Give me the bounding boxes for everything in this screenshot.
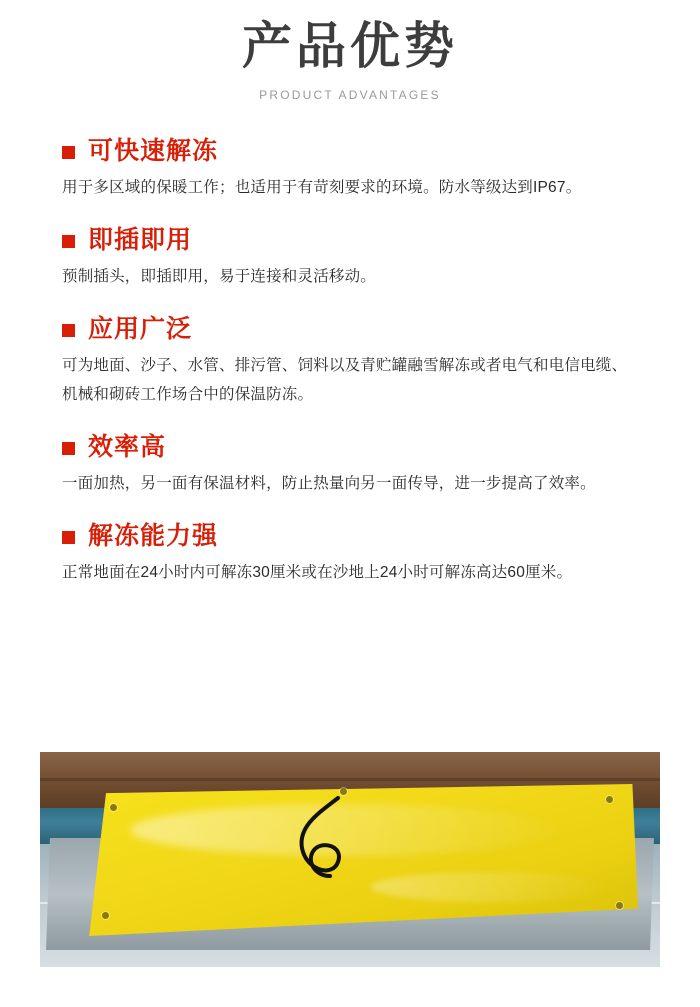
page-subtitle: PRODUCT ADVANTAGES (259, 87, 441, 102)
advantage-item-5 (62, 523, 638, 588)
advantage-heading (62, 138, 638, 166)
advantage-title: 效率高 (88, 432, 167, 461)
advantage-body: 可为地面、沙子、水管、排污管、饲料以及青贮罐融雪解冻或者电气和电信电缆、机械和砌砖工作场合中的保温防冻。 (62, 357, 628, 404)
advantage-title: 可快速解冻 (88, 136, 219, 165)
advantage-title: 即插即用 (88, 225, 193, 254)
advantages-list (0, 138, 700, 589)
advantage-body: 预制插头，即插即用，易于连接和灵活移动。 (62, 268, 377, 286)
page-footer-space (0, 967, 700, 1007)
product-photo (40, 752, 660, 967)
grommet-icon (110, 804, 117, 811)
advantage-body: 正常地面在24小时内可解冻30厘米或在沙地上24小时可解冻高达60厘米。 (62, 564, 573, 582)
grommet-icon (606, 796, 613, 803)
power-cable-icon (286, 796, 396, 906)
square-bullet-icon (62, 235, 75, 248)
advantage-body: 一面加热，另一面有保温材料，防止热量向另一面传导，进一步提高了效率。 (62, 475, 596, 493)
page-title: 产品优势 (242, 18, 458, 74)
product-photo-scene (40, 752, 660, 967)
page-header (0, 0, 700, 102)
wood-grain-line (40, 778, 660, 781)
square-bullet-icon (62, 531, 75, 544)
advantage-item-4 (62, 434, 638, 499)
grommet-icon (102, 912, 109, 919)
grommet-icon (340, 788, 347, 795)
advantage-item-2 (62, 227, 638, 292)
grommet-icon (616, 902, 623, 909)
square-bullet-icon (62, 442, 75, 455)
advantage-heading (62, 523, 638, 551)
advantage-item-3 (62, 316, 638, 410)
square-bullet-icon (62, 146, 75, 159)
square-bullet-icon (62, 324, 75, 337)
advantage-heading (62, 434, 638, 462)
advantage-title: 应用广泛 (88, 314, 193, 343)
advantage-item-1 (62, 138, 638, 203)
blanket-highlight-secondary (370, 872, 610, 902)
advantage-heading (62, 316, 638, 344)
advantage-heading (62, 227, 638, 255)
advantage-body: 用于多区域的保暖工作；也适用于有苛刻要求的环境。防水等级达到IP67。 (62, 179, 582, 196)
advantage-title: 解冻能力强 (88, 521, 219, 550)
